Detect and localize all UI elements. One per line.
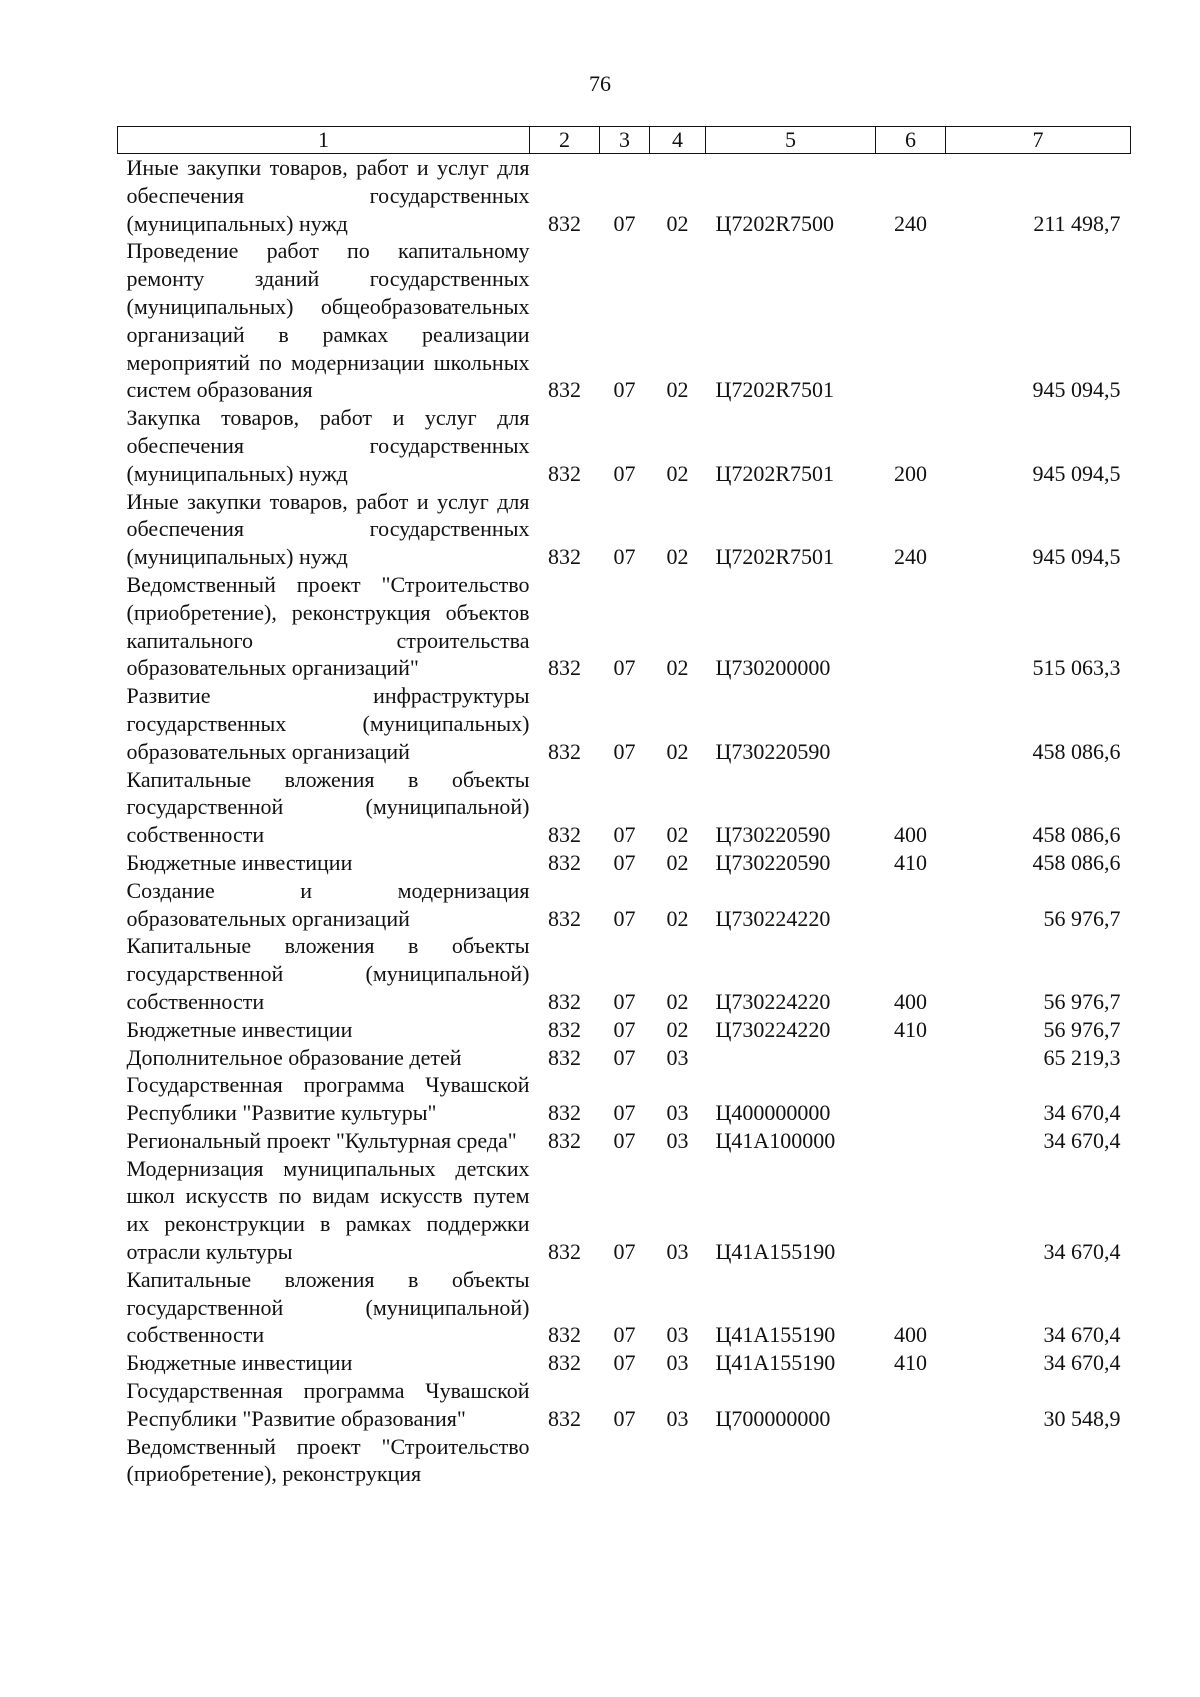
row-target-article: Ц730224220 <box>715 1016 831 1042</box>
table-row <box>118 1266 1131 1349</box>
row-amount: 945 094,5 <box>1032 377 1121 403</box>
row-section-code: 07 <box>613 377 636 403</box>
table-row <box>118 849 1131 877</box>
row-description: Иные закупки товаров, работ и услуг для обеспечения государственных (муниципальных) нужд <box>126 155 530 236</box>
row-expense-type: 410 <box>894 849 927 875</box>
row-section-code: 07 <box>613 1239 636 1265</box>
row-target-article: Ц730220590 <box>715 738 831 764</box>
row-ministry-code: 832 <box>548 1239 581 1265</box>
row-amount: 458 086,6 <box>1032 738 1121 764</box>
row-expense-type <box>876 1155 946 1266</box>
row-target-article: Ц730220590 <box>715 822 831 848</box>
row-subsection-code: 02 <box>666 988 689 1014</box>
row-amount: 515 063,3 <box>1032 655 1121 681</box>
row-section-code: 07 <box>613 655 636 681</box>
row-amount: 34 670,4 <box>1043 1239 1121 1265</box>
column-header-7: 7 <box>946 127 1131 154</box>
table-row <box>118 766 1131 849</box>
table-row <box>118 682 1131 765</box>
row-amount: 30 548,9 <box>1043 1405 1121 1431</box>
row-subsection-code: 02 <box>666 849 689 875</box>
row-description: Создание и модернизация образовательных организаций <box>126 877 530 931</box>
row-ministry-code: 832 <box>548 905 581 931</box>
row-description: Капитальные вложения в объекты государственной (муниципальной) собственности <box>126 1266 530 1348</box>
row-ministry-code: 832 <box>548 1100 581 1126</box>
table-row <box>118 1044 1131 1072</box>
row-ministry-code: 832 <box>548 822 581 848</box>
table-row <box>118 237 1131 404</box>
row-expense-type <box>876 682 946 765</box>
row-ministry-code: 832 <box>548 1322 581 1348</box>
row-section-code: 07 <box>613 822 636 848</box>
row-amount: 458 086,6 <box>1032 849 1121 875</box>
row-section-code <box>600 1433 650 1489</box>
row-subsection-code <box>650 1433 706 1489</box>
table-row <box>118 1349 1131 1377</box>
row-expense-type: 410 <box>894 1350 927 1376</box>
column-header-6: 6 <box>876 127 946 154</box>
row-description: Дополнительное образование детей <box>126 1044 462 1070</box>
row-expense-type: 410 <box>894 1016 927 1042</box>
table-row <box>118 1377 1131 1433</box>
row-ministry-code: 832 <box>548 210 581 236</box>
row-subsection-code: 03 <box>666 1322 689 1348</box>
row-subsection-code: 02 <box>666 544 689 570</box>
row-amount: 458 086,6 <box>1032 822 1121 848</box>
row-expense-type: 240 <box>894 544 927 570</box>
row-target-article <box>706 1044 876 1072</box>
row-subsection-code: 03 <box>666 1100 689 1126</box>
row-subsection-code: 03 <box>666 1350 689 1376</box>
row-section-code: 07 <box>613 1322 636 1348</box>
table-row <box>118 877 1131 933</box>
header-row <box>118 127 1131 154</box>
column-header-2: 2 <box>530 127 600 154</box>
row-description: Развитие инфраструктуры государственных (муниципальных) образовательных организаций <box>126 683 530 764</box>
table-row <box>118 154 1131 238</box>
row-section-code: 07 <box>613 1350 636 1376</box>
row-ministry-code: 832 <box>548 738 581 764</box>
row-subsection-code: 03 <box>666 1405 689 1431</box>
row-subsection-code: 03 <box>666 1239 689 1265</box>
table-row <box>118 1433 1131 1489</box>
row-description: Региональный проект "Культурная среда" <box>126 1127 517 1153</box>
row-amount: 65 219,3 <box>1043 1044 1121 1070</box>
row-description: Государственная программа Чувашской Республики "Развитие образования" <box>126 1378 530 1431</box>
row-description: Проведение работ по капитальному ремонту зданий государственных (муниципальных) общеобразовательных организаций в рамках реализации мероприятий по модернизации школьных систем образования <box>126 238 530 403</box>
table-body <box>118 154 1131 1489</box>
table-row <box>118 1127 1131 1155</box>
row-section-code: 07 <box>613 1127 636 1153</box>
row-expense-type <box>876 1071 946 1127</box>
table-row <box>118 932 1131 1015</box>
row-section-code: 07 <box>613 210 636 236</box>
row-section-code: 07 <box>613 988 636 1014</box>
row-description: Бюджетные инвестиции <box>126 849 353 875</box>
row-expense-type <box>876 571 946 682</box>
row-expense-type: 400 <box>894 822 927 848</box>
row-subsection-code: 02 <box>666 377 689 403</box>
row-amount: 56 976,7 <box>1043 1016 1121 1042</box>
row-ministry-code: 832 <box>548 1127 581 1153</box>
row-subsection-code: 02 <box>666 460 689 486</box>
row-target-article: Ц730224220 <box>715 988 831 1014</box>
row-target-article: Ц7202R7500 <box>715 210 835 236</box>
row-target-article: Ц7202R7501 <box>715 544 835 570</box>
row-expense-type <box>876 1127 946 1155</box>
row-amount: 945 094,5 <box>1032 544 1121 570</box>
page-number: 76 <box>589 71 611 96</box>
row-description: Иные закупки товаров, работ и услуг для обеспечения государственных (муниципальных) нужд <box>126 488 530 570</box>
table-row <box>118 488 1131 571</box>
row-ministry-code: 832 <box>548 655 581 681</box>
row-description: Государственная программа Чувашской Республики "Развитие культуры" <box>126 1072 530 1126</box>
row-target-article: Ц730200000 <box>715 655 831 681</box>
table-header <box>118 127 1131 154</box>
table-row <box>118 1071 1131 1127</box>
table-row <box>118 571 1131 682</box>
row-subsection-code: 02 <box>666 905 689 931</box>
table-row <box>118 1016 1131 1044</box>
row-amount: 34 670,4 <box>1043 1100 1121 1126</box>
row-ministry-code: 832 <box>548 849 581 875</box>
row-ministry-code: 832 <box>548 544 581 570</box>
row-amount: 34 670,4 <box>1043 1127 1121 1153</box>
row-ministry-code: 832 <box>548 460 581 486</box>
row-subsection-code: 02 <box>666 822 689 848</box>
row-section-code: 07 <box>613 849 636 875</box>
row-target-article: Ц41А155190 <box>715 1239 836 1265</box>
row-expense-type <box>876 1433 946 1489</box>
row-section-code: 07 <box>613 1405 636 1431</box>
row-ministry-code: 832 <box>548 988 581 1014</box>
row-description: Бюджетные инвестиции <box>126 1350 353 1376</box>
row-amount: 945 094,5 <box>1032 460 1121 486</box>
column-header-5: 5 <box>706 127 876 154</box>
row-target-article: Ц7202R7501 <box>715 377 835 403</box>
row-expense-type <box>876 877 946 933</box>
row-target-article: Ц700000000 <box>715 1405 831 1431</box>
row-expense-type <box>876 237 946 404</box>
row-amount: 56 976,7 <box>1043 988 1121 1014</box>
row-amount <box>946 1433 1131 1489</box>
row-section-code: 07 <box>613 905 636 931</box>
row-description: Ведомственный проект "Строительство (приобретение), реконструкция <box>126 1433 530 1487</box>
row-subsection-code: 02 <box>666 738 689 764</box>
row-expense-type: 400 <box>894 1322 927 1348</box>
row-expense-type <box>876 1044 946 1072</box>
column-header-1: 1 <box>118 127 530 154</box>
row-ministry-code: 832 <box>548 1016 581 1042</box>
row-ministry-code: 832 <box>548 377 581 403</box>
row-amount: 34 670,4 <box>1043 1350 1121 1376</box>
table-row <box>118 404 1131 487</box>
row-description: Ведомственный проект "Строительство (приобретение), реконструкция объектов капитального строительства образовательных организаций" <box>126 571 530 681</box>
row-ministry-code: 832 <box>548 1405 581 1431</box>
row-section-code: 07 <box>613 460 636 486</box>
row-target-article: Ц41А100000 <box>715 1127 836 1153</box>
row-expense-type: 200 <box>894 460 927 486</box>
row-description: Закупка товаров, работ и услуг для обеспечения государственных (муниципальных) нужд <box>126 405 530 486</box>
row-amount: 211 498,7 <box>1033 210 1121 236</box>
row-ministry-code <box>530 1433 600 1489</box>
row-subsection-code: 03 <box>666 1044 689 1070</box>
row-section-code: 07 <box>613 544 636 570</box>
column-header-3: 3 <box>600 127 650 154</box>
row-target-article: Ц7202R7501 <box>715 460 835 486</box>
row-target-article: Ц41А155190 <box>715 1350 836 1376</box>
row-amount: 34 670,4 <box>1043 1322 1121 1348</box>
row-subsection-code: 02 <box>666 210 689 236</box>
row-expense-type <box>876 1377 946 1433</box>
budget-table <box>117 126 1131 1488</box>
row-target-article: Ц730224220 <box>715 905 831 931</box>
row-expense-type: 240 <box>894 210 927 236</box>
row-subsection-code: 02 <box>666 655 689 681</box>
row-description: Бюджетные инвестиции <box>126 1016 353 1042</box>
row-target-article: Ц400000000 <box>715 1100 831 1126</box>
row-section-code: 07 <box>613 738 636 764</box>
row-expense-type: 400 <box>894 988 927 1014</box>
row-target-article: Ц41А155190 <box>715 1322 836 1348</box>
row-subsection-code: 03 <box>666 1127 689 1153</box>
row-description: Модернизация муниципальных детских школ искусств по видам искусств путем их реконструкции в рамках поддержки отрасли культуры <box>126 1155 530 1265</box>
row-subsection-code: 02 <box>666 1016 689 1042</box>
row-section-code: 07 <box>613 1016 636 1042</box>
row-amount: 56 976,7 <box>1043 905 1121 931</box>
column-header-4: 4 <box>650 127 706 154</box>
row-target-article: Ц730220590 <box>715 849 831 875</box>
row-target-article <box>706 1433 876 1489</box>
row-description: Капитальные вложения в объекты государственной (муниципальной) собственности <box>126 766 530 848</box>
table-row <box>118 1155 1131 1266</box>
row-section-code: 07 <box>613 1044 636 1070</box>
row-ministry-code: 832 <box>548 1044 581 1070</box>
row-ministry-code: 832 <box>548 1350 581 1376</box>
row-description: Капитальные вложения в объекты государственной (муниципальной) собственности <box>126 933 530 1014</box>
row-section-code: 07 <box>613 1100 636 1126</box>
